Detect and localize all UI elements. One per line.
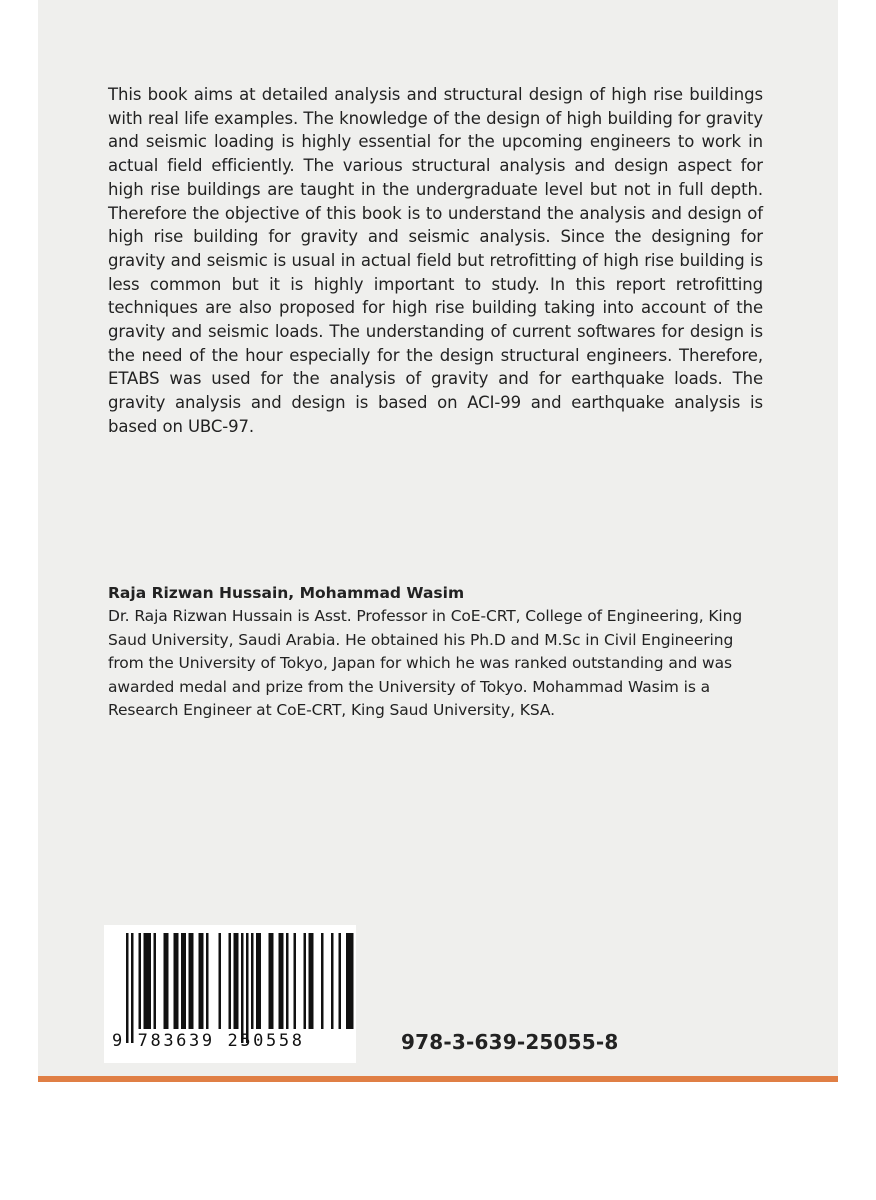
barcode-bar bbox=[279, 933, 284, 1029]
isbn-number: 978-3-639-25055-8 bbox=[401, 1030, 619, 1054]
barcode-bar bbox=[199, 933, 204, 1029]
barcode-bar bbox=[189, 933, 194, 1029]
barcode-bar bbox=[126, 933, 129, 1043]
barcode-bar bbox=[256, 933, 261, 1029]
barcode-bar bbox=[331, 933, 334, 1029]
author-names: Raja Rizwan Hussain, Mohammad Wasim bbox=[108, 584, 465, 602]
barcode-bar bbox=[346, 933, 354, 1029]
author-section bbox=[108, 582, 768, 723]
barcode-bar bbox=[309, 933, 314, 1029]
book-description: This book aims at detailed analysis and structural design of high rise buildings with real life examples. The knowledge of the design of high building for gravity and seismic loading is highly essential for the upcoming engineers to work in actual field efficiently. The various structural analysis and design aspect for high rise buildings are taught in the undergraduate level but not in full depth. Therefore the objective of this book is to understand the analysis and design of high rise building for gravity and seismic analysis. Since the designing for gravity and seismic is usual in actual field but retrofitting of high rise building is less common but it is highly important to study. In this report retrofitting techniques are also proposed for high rise building taking into account of the gravity and seismic loads. The understanding of current softwares for design is the need of the hour especially for the design structural engineers. Therefore, ETABS was used for the analysis of gravity and for earthquake loads. The gravity analysis and design is based on ACI-99 and earthquake analysis is based on UBC-97. bbox=[108, 85, 763, 436]
barcode-bar bbox=[219, 933, 222, 1029]
barcode-bar bbox=[164, 933, 169, 1029]
barcode-bar bbox=[321, 933, 324, 1029]
barcode-bar bbox=[294, 933, 297, 1029]
barcode-bar bbox=[181, 933, 186, 1029]
barcode-bar bbox=[206, 933, 209, 1029]
barcode-bar bbox=[251, 933, 254, 1029]
barcode-bar bbox=[339, 933, 342, 1029]
barcode-bar bbox=[241, 933, 244, 1043]
barcode-digits: 9 783639 250558 bbox=[112, 1031, 305, 1051]
barcode-bar bbox=[234, 933, 239, 1029]
barcode-bar bbox=[246, 933, 249, 1043]
barcode bbox=[104, 925, 356, 1063]
barcode-bar bbox=[131, 933, 134, 1043]
bottom-accent-rule bbox=[38, 1076, 838, 1082]
author-bio: Dr. Raja Rizwan Hussain is Asst. Professor in CoE-CRT, College of Engineering, King Saud University, Saudi Arabia. He obtained his Ph.D and M.Sc in Civil Engineering from the University of Tokyo, Japan for which he was ranked outstanding and was awarded medal and prize from the University of Tokyo. Mohammad Wasim is a Research Engineer at CoE-CRT, King Saud University, KSA. bbox=[108, 607, 743, 719]
barcode-bar bbox=[154, 933, 157, 1029]
barcode-bar bbox=[144, 933, 152, 1029]
barcode-bar bbox=[304, 933, 307, 1029]
barcode-bar bbox=[286, 933, 289, 1029]
barcode-bar bbox=[269, 933, 274, 1029]
barcode-bar bbox=[174, 933, 179, 1029]
barcode-bar bbox=[139, 933, 142, 1029]
barcode-bar bbox=[229, 933, 232, 1029]
